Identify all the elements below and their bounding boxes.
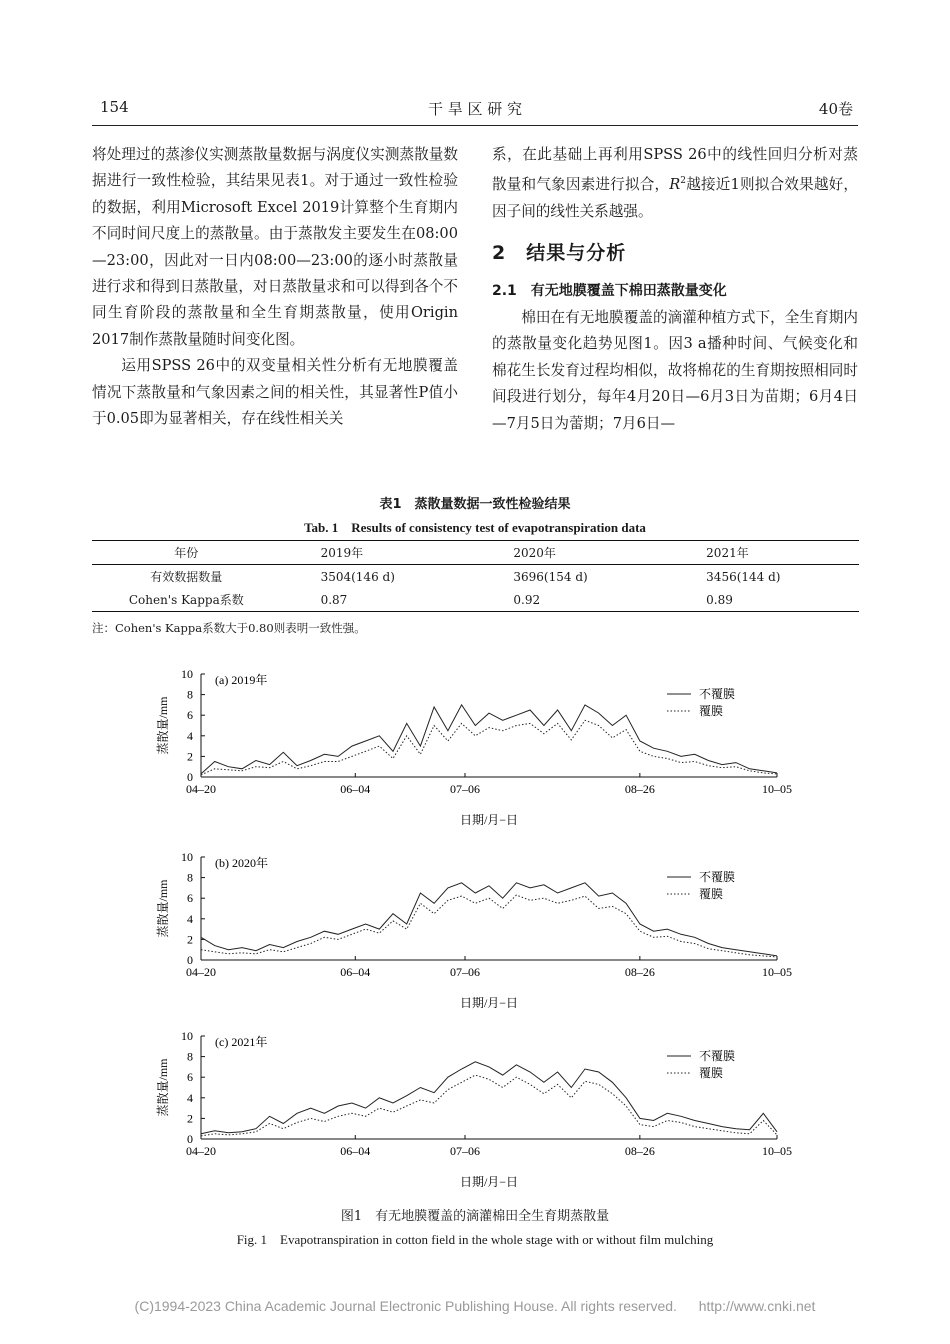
volume-label: 40卷 [818, 100, 853, 118]
chart-2019 [155, 662, 815, 837]
figure-caption-en: Fig. 1 Evapotranspiration in cotton field in the whole stage with or without film mulching [236, 1232, 714, 1247]
consistency-table [92, 540, 859, 612]
copyright-text: (C)1994-2023 China Academic Journal Electronic Publishing House. All rights reserved. [134, 1298, 677, 1314]
x-tick-label: 04–20 [186, 782, 216, 796]
x-axis-label: 日期/月−日 [459, 813, 519, 827]
y-axis-label: 蒸散量/mm [156, 879, 170, 938]
series-line-no-mulch [201, 1062, 777, 1134]
subsection-heading: 2.1 有无地膜覆盖下棉田蒸散量变化 [492, 283, 727, 300]
x-tick-label: 06–04 [340, 782, 371, 796]
y-tick-label: 10 [181, 1029, 193, 1043]
table-header-cell: 年份 [174, 546, 199, 560]
chart-2021 [155, 1024, 815, 1199]
right-paragraph-2: 棉田在有无地膜覆盖的滴灌种植方式下，全生育期内的蒸散量变化趋势见图1。因3 a播种时间、气候变化和棉花生长发育过程均相似，故将棉花的生育期按照相同时间段进行划分，每年4月20日—6月3日为苗期；6月4日—7月5日为蕾期；7月6日— [492, 308, 858, 432]
y-tick-label: 2 [187, 749, 193, 764]
series-line-no-mulch [201, 883, 777, 956]
y-tick-label: 0 [187, 1132, 193, 1146]
series-line-mulch [201, 720, 777, 775]
y-tick-label: 0 [187, 770, 193, 784]
table-cell: 有效数据数量 [150, 570, 223, 584]
series-line-mulch [201, 1075, 777, 1136]
left-paragraph-2: 运用SPSS 26中的双变量相关性分析有无地膜覆盖情况下蒸散量和气象因素之间的相关性，其显著性P值小于0.05即为显著相关，存在线性相关关 [92, 357, 458, 428]
table-note: 注：Cohen's Kappa系数大于0.80则表明一致性强。 [92, 621, 366, 635]
page-number: 154 [100, 98, 129, 116]
y-tick-label: 10 [181, 850, 193, 864]
panel-title: (b) 2020年 [215, 856, 268, 870]
table-row [92, 565, 859, 589]
panel-title: (a) 2019年 [215, 673, 268, 687]
x-tick-label: 08–26 [624, 1144, 655, 1158]
copyright-footer [0, 1298, 950, 1314]
left-paragraph-1: 将处理过的蒸渗仪实测蒸散量数据与涡度仪实测蒸散量数据进行一致性检验，其结果见表1。对于通过一致性检验的数据，利用Microsoft Excel 2019计算整个生育期内不同时间尺度上的蒸散量。由于蒸散发主要发生在08:00—23:00，因此对一日内08:00—23:00的逐小时蒸散量进行求和得到日蒸散量，对日蒸散量求和可以得到各个不同生育阶段的蒸散量和全生育期蒸散量，使用Origin 2017制作蒸散量随时间变化图。 [92, 146, 458, 348]
y-tick-label: 2 [187, 1111, 193, 1126]
right-paragraph-1: 系，在此基础上再利用SPSS 26中的线性回归分析对蒸散量和气象因素进行拟合，$R^2$越接近1则拟合效果越好，因子间的线性关系越强。 [492, 146, 858, 220]
y-axis-label: 蒸散量/mm [156, 1058, 170, 1117]
y-axis-label: 蒸散量/mm [156, 696, 170, 755]
legend-label: 不覆膜 [699, 687, 736, 701]
series-line-mulch [201, 895, 777, 957]
x-axis-label: 日期/月−日 [459, 1175, 519, 1189]
y-tick-label: 8 [187, 870, 193, 885]
y-tick-label: 8 [187, 687, 193, 702]
left-column [92, 142, 458, 432]
legend-label: 覆膜 [699, 1066, 724, 1080]
legend-label: 不覆膜 [699, 870, 736, 884]
x-tick-label: 07–06 [450, 965, 480, 979]
legend-label: 覆膜 [699, 887, 724, 901]
x-tick-label: 04–20 [186, 1144, 216, 1158]
table-cell: Cohen's Kappa系数 [128, 593, 244, 607]
panel-title: (c) 2021年 [215, 1035, 268, 1049]
table-header-cell: 2019年 [320, 546, 364, 560]
table-row [92, 588, 859, 612]
figure-caption-cn: 图1 有无地膜覆盖的滴灌棉田全生育期蒸散量 [340, 1209, 610, 1224]
table-caption-en: Tab. 1 Results of consistency test of evapotranspiration data [304, 520, 646, 535]
table-caption-cn: 表1 蒸散量数据一致性检验结果 [379, 497, 571, 512]
table-header-row [92, 541, 859, 565]
x-tick-label: 08–26 [624, 965, 655, 979]
y-tick-label: 4 [187, 1090, 193, 1105]
x-tick-label: 10–05 [762, 1144, 792, 1158]
table-cell: 0.87 [320, 592, 348, 607]
x-tick-label: 07–06 [450, 1144, 480, 1158]
series-line-no-mulch [201, 705, 777, 774]
x-tick-label: 08–26 [624, 782, 655, 796]
y-tick-label: 6 [187, 891, 193, 906]
legend-label: 不覆膜 [699, 1049, 736, 1063]
y-tick-label: 0 [187, 953, 193, 967]
journal-title: 干 旱 区 研 究 [427, 100, 523, 118]
x-tick-label: 10–05 [762, 965, 792, 979]
footer-url[interactable]: http://www.cnki.net [698, 1298, 816, 1314]
y-tick-label: 4 [187, 728, 193, 743]
y-tick-label: 4 [187, 911, 193, 926]
header-rule [92, 125, 858, 126]
y-tick-label: 6 [187, 708, 193, 723]
y-tick-label: 2 [187, 932, 193, 947]
right-column [492, 142, 858, 437]
x-tick-label: 07–06 [450, 782, 480, 796]
table-header-cell: 2021年 [706, 546, 749, 560]
section-heading: 2 结果与分析 [492, 242, 627, 265]
y-tick-label: 6 [187, 1070, 193, 1085]
table-cell: 3696(154 d) [513, 569, 588, 584]
x-tick-label: 06–04 [340, 965, 371, 979]
y-tick-label: 8 [187, 1049, 193, 1064]
x-tick-label: 10–05 [762, 782, 792, 796]
y-tick-label: 10 [181, 667, 193, 681]
chart-2020 [155, 845, 815, 1020]
table-cell: 0.92 [513, 592, 541, 607]
table-cell: 3504(146 d) [320, 569, 395, 584]
x-axis-label: 日期/月−日 [459, 996, 519, 1010]
x-tick-label: 06–04 [340, 1144, 371, 1158]
x-tick-label: 04–20 [186, 965, 216, 979]
table-cell: 0.89 [706, 592, 733, 607]
legend-label: 覆膜 [699, 704, 724, 718]
table-header-cell: 2020年 [513, 546, 556, 560]
table-cell: 3456(144 d) [706, 569, 781, 584]
